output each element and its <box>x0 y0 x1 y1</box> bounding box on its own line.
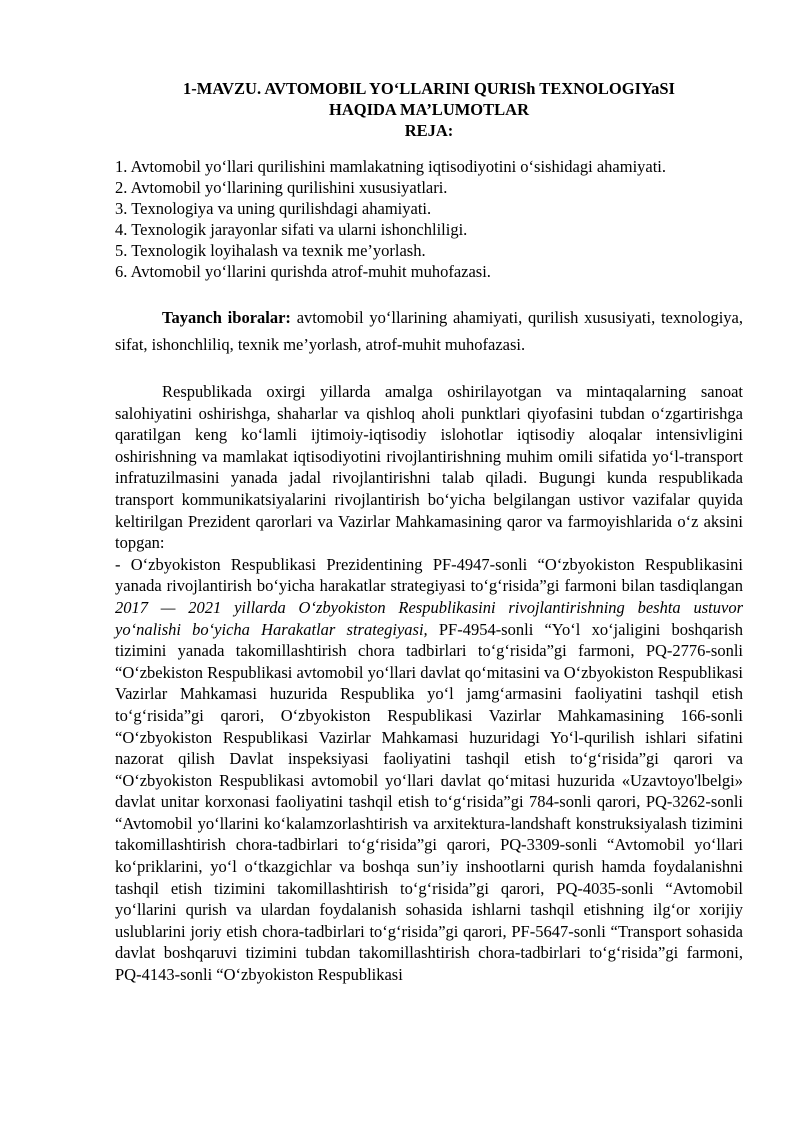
title-line-2: HAQIDA MA’LUMOTLAR <box>329 100 529 119</box>
body-paragraph-2-rest: PF-4954-sonli “Yo‘l xo‘jaligini boshqarish tizimini yanada takomillashtirish chora tadbirlari to‘g‘risida”gi farmoni, PQ-2776-sonli “O‘zbekiston Respublikasi avtomobil yo‘llari davlat qo‘mitasini va O‘zbyokiston Respublikasi Vazirlar Mahkamasi huzurida Respublika yo‘l jamg‘armasini faoliyatini tashqil etish to‘g‘risida”gi qarori, O‘zbyokiston Respublikasi Vazirlar Mahkamasining 166-sonli “O‘zbyokiston Respublikasi Vazirlar Mahkamasi huzuridagi Yo‘l-qurilish ishlari sifatini nazorat qilish Davlat inspeksiyasi faoliyatini tashqil etish to‘g‘risida”gi qarori va “O‘zbyokiston Respublikasi avtomobil yo‘llari davlat qo‘mitasi huzurida «Uzavtoyo'lbelgi» davlat unitar korxonasi faoliyatini tashqil etish to‘g‘risida”gi 784-sonli qarori, PQ-3262-sonli “Avtomobil yo‘llarini ko‘kalamzorlashtirish va arxitektura-landshaft konstruksiyalash tizimini takomillashtirish chora-tadbirlari to‘g‘risida”gi qarori, PQ-3309-sonli “Avtomobil yo‘llari ko‘priklarini, yo‘l o‘tkazgichlar va boshqa sun’iy inshootlarni qurish hamda foydalanishni tashqil etish tizimini takomillashtirish to‘g‘risida”gi qarori, PQ-4035-sonli “Avtomobil yo‘llarini qurish va ulardan foydalanish sohasida ishlarni tashqil etishning ilg‘or xorijiy uslublarini joriy etish chora-tadbirlari to‘g‘risida”gi qarori, PF-5647-sonli “Transport sohasida davlat boshqaruvi tizimini tubdan takomillashtirish chora-tadbirlari to‘g‘risida”gi farmoni, PQ-4143-sonli “O‘zbyokiston Respublikasi <box>115 619 743 985</box>
plan-item: 3. Texnologiya va uning qurilishdagi ahamiyati. <box>115 199 432 218</box>
body-paragraph <box>115 381 743 986</box>
document-page <box>115 70 743 986</box>
plan-item: 5. Texnologik loyihalash va texnik me’yorlash. <box>115 241 426 260</box>
keywords-text: avtomobil yo‘llarining ahamiyati, qurilish xususiyati, texnologiya, sifat, ishonchliliq, texnik me’yorlash, atrof-muhit muhofazasi. <box>115 308 743 354</box>
document-title <box>115 78 743 141</box>
title-line-3: REJA: <box>404 121 454 140</box>
plan-item: 2. Avtomobil yo‘llarining qurilishini xususiyatlari. <box>115 178 448 197</box>
body-paragraph-2-italic: 2017 — 2021 yillarda O‘zbyokiston Respublikasini rivojlantirishning beshta ustuvor yo‘nalishi bo‘yicha Harakatlar strategiyasi, <box>115 597 743 639</box>
plan-item: 6. Avtomobil yo‘llarini qurishda atrof-muhit muhofazasi. <box>115 262 491 281</box>
plan-item: 1. Avtomobil yo‘llari qurilishini mamlakatning iqtisodiyotini o‘sishidagi ahamiyati. <box>115 157 667 176</box>
plan-list <box>115 156 743 282</box>
keywords-label: Tayanch iboralar: <box>162 308 291 327</box>
plan-item: 4. Texnologik jarayonlar sifati va ularni ishonchliligi. <box>115 220 468 239</box>
body-paragraph-2-start: - O‘zbyokiston Respublikasi Prezidentining PF-4947-sonli “O‘zbyokiston Respublikasini yanada rivojlantirish bo‘yicha harakatlar strategiyasi to‘g‘risida”gi farmoni bilan tasdiqlangan <box>115 554 743 596</box>
title-line-1: 1-MAVZU. AVTOMOBIL YO‘LLARINI QURISh TEXNOLOGIYaSI <box>183 79 675 98</box>
keywords-paragraph <box>115 304 743 358</box>
body-paragraph-1: Respublikada oxirgi yillarda amalga oshirilayotgan va mintaqalarning sanoat salohiyatini oshirishga, shaharlar va qishloq aholi punktlari qiyofasini tubdan o‘zgartirishga qaratilgan keng ko‘lamli ijtimoiy-iqtisodiy islohotlar iqtisodiy aloqalar intensivligini oshirishning va mamlakat iqtisodiyotini rivojlantirishning muhim omili sifatida yo‘l-transport infratuzilmasini yanada jadal rivojlantirishni talab qiladi. Bugungi kunda respublikada transport kommunikatsiyalarini rivojlantirish bo‘yicha belgilangan ustivor vazifalar quyida keltirilgan Prezident qarorlari va Vazirlar Mahkamasining qaror va farmoyishlarida o‘z aksini topgan: <box>115 382 743 553</box>
